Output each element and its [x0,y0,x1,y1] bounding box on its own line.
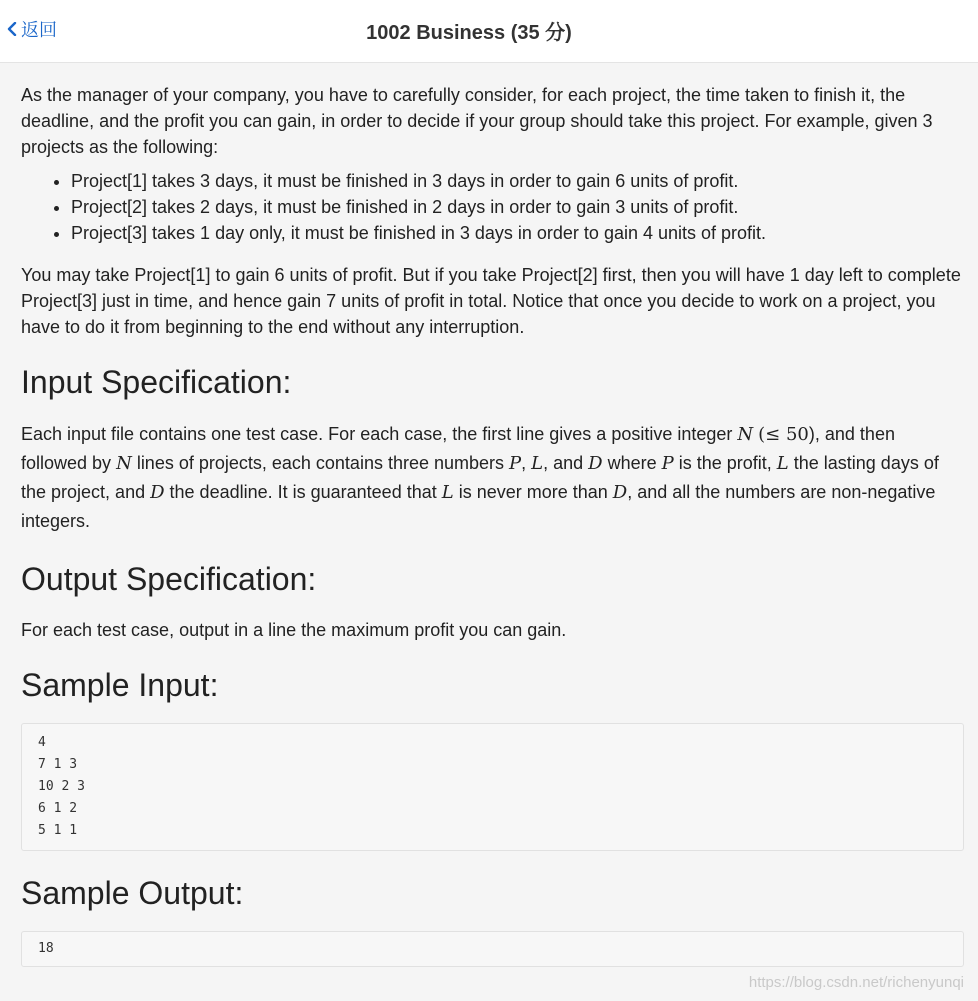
list-item: • Project[3] takes 1 day only, it must be finished in 3 days in order to gain 4 units of profit. [71,220,964,246]
list-item: • Project[2] takes 2 days, it must be finished in 2 days in order to gain 3 units of profit. [71,194,964,220]
problem-intro: As the manager of your company, you have to carefully consider, for each project, the time taken to finish it, the deadline, and the profit you can gain, in order to decide if your group should take this project. For example, given 3 projects as the following: [21,85,933,157]
sample-output-heading: Sample Output: [21,875,244,911]
output-spec-heading: Output Specification: [21,561,317,597]
code-line: 4 [38,735,46,750]
sample-input-heading: Sample Input: [21,667,219,703]
watermark: https://blog.csdn.net/richenyunqi [748,974,964,991]
page-title: 1002 Business (35 分) [366,22,572,44]
back-label: 返回 [21,20,57,40]
input-spec-heading: Input Specification: [21,364,292,400]
sample-input-code[interactable] [21,723,964,851]
list-item: • Project[1] takes 3 days, it must be finished in 3 days in order to gain 6 units of profit. [71,168,964,194]
code-line: 6 1 2 [38,801,78,816]
code-line: 10 2 3 [38,779,85,794]
problem-explanation: You may take Project[1] to gain 6 units of profit. But if you take Project[2] first, then you will have 1 day left to complete Project[3] just in time, and hence gain 7 units of profit in total. Notice that once you decide to work on a project, you have to do it from beginning to the end without any interruption. [21,265,961,337]
output-spec-text: For each test case, output in a line the maximum profit you can gain. [21,620,567,640]
code-line: 18 [38,941,54,956]
input-spec-text: Each input file contains one test case. For each case, the first line gives a positive integer N (≤ 50), and then followed by N lines of projects, each contains three numbers P, L, and D where P is the profit, L the lasting days of the project, and D the deadline. It is guaranteed that L is never more than D, and all the numbers are non-negative integers. [21,424,939,531]
sample-output-code[interactable] [21,931,964,967]
example-project-list [21,168,964,246]
code-line: 7 1 3 [38,757,78,772]
problem-content [21,82,964,967]
top-bar [0,0,978,63]
code-line: 5 1 1 [38,823,78,838]
